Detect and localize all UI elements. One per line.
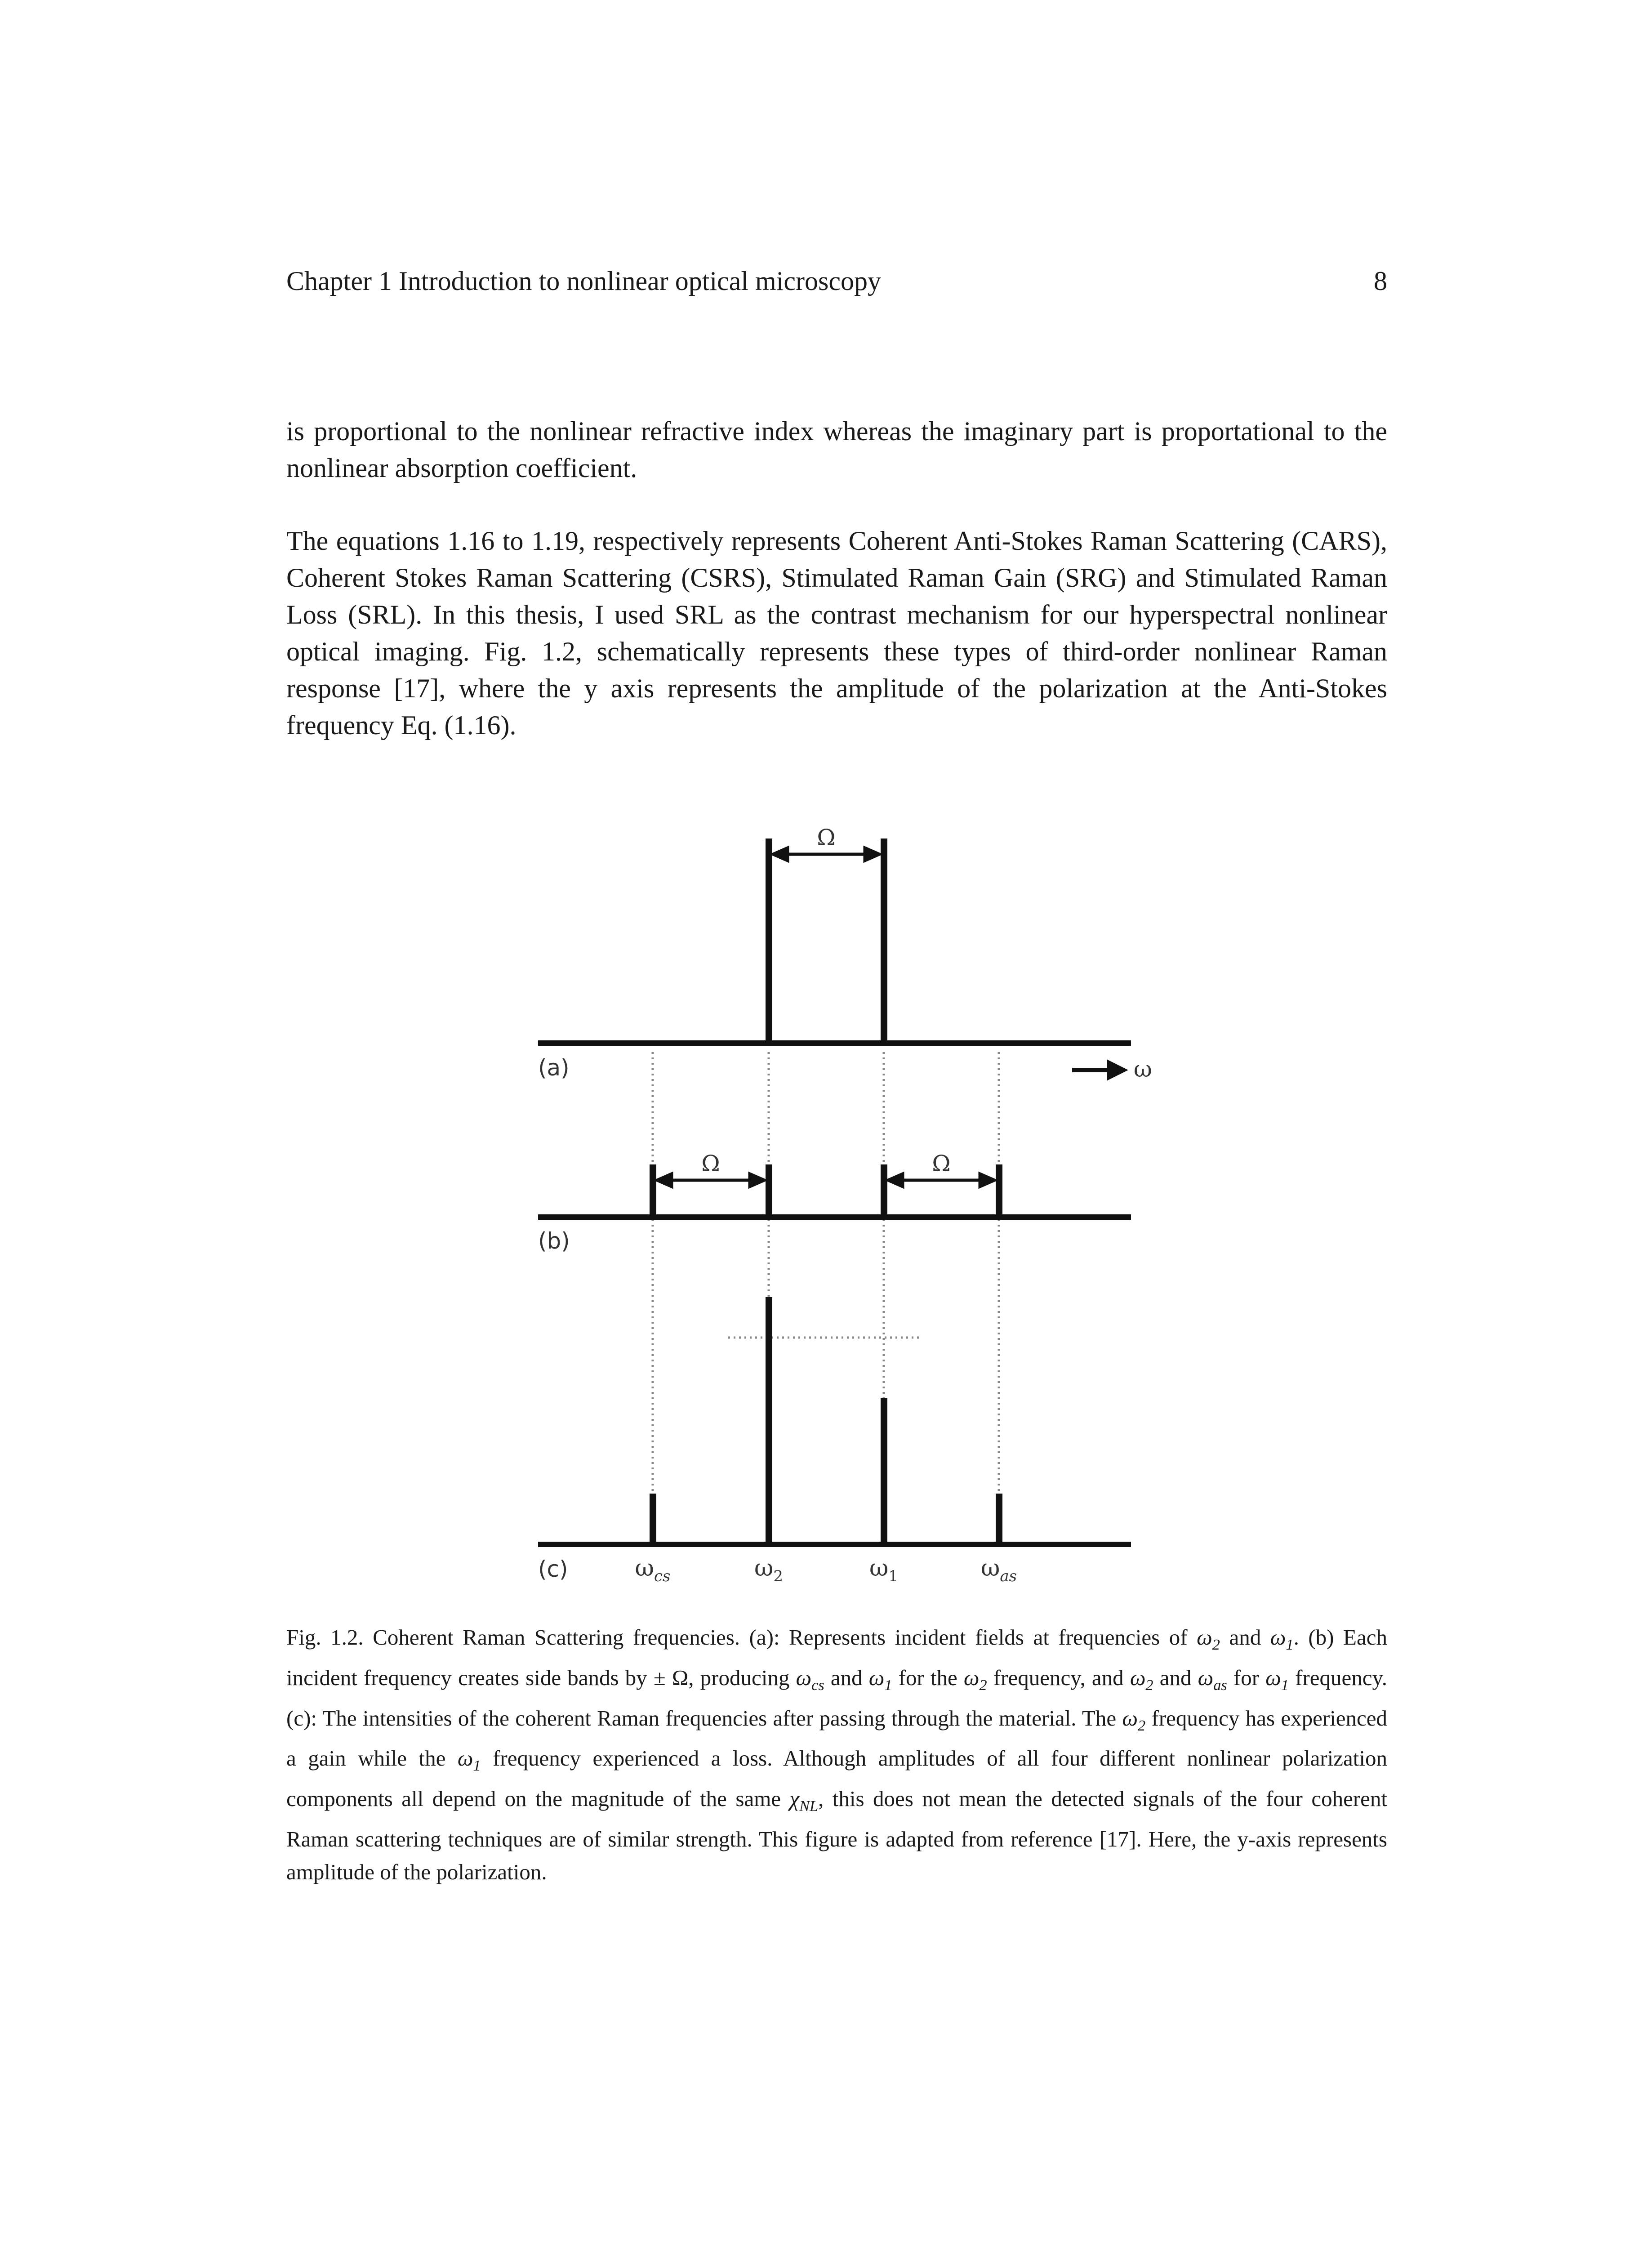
running-header: Chapter 1 Introduction to nonlinear optical microscopy [286,266,881,296]
omega-1-symbol: $\omega_1$ [868,1665,892,1694]
peak-b-as [996,1164,1002,1217]
freq-label-w1: $\omega_1$ [869,1555,899,1585]
panel-label-a: (a) [538,1055,570,1081]
peak-c-as [996,1494,1002,1544]
omega-as-symbol: $\omega_{as}$ [1198,1665,1227,1694]
peak-a-w2 [766,839,772,1043]
omega-cs-symbol: $\omega_{cs}$ [796,1665,824,1694]
omega-label-b-left: Ω [701,1151,720,1177]
omega-2-symbol: $\omega_2$ [963,1665,987,1694]
omega-2-symbol: $\omega_2$ [1197,1625,1220,1653]
omega-1-symbol: $\omega_1$ [1270,1625,1294,1653]
freq-label-as: $\omega_{as}$ [980,1555,1017,1585]
peak-c-w1 [881,1398,887,1544]
chi-nl-symbol: $\chi_{NL}$ [789,1786,819,1815]
peak-b-w1 [881,1164,887,1217]
omega-1-symbol: $\omega_1$ [1265,1665,1289,1694]
paragraph-1: is proportional to the nonlinear refractive index whereas the imaginary part is proportational to the nonlinear absorption coefficient. [286,416,1387,483]
peak-b-w2 [766,1164,772,1217]
peak-a-w1 [881,839,887,1043]
omega-2-symbol: $\omega_2$ [1122,1705,1146,1734]
figure-caption: Fig. 1.2. Coherent Raman Scattering frequencies. (a): Represents incident fields at frequencies of $\omega_2$ and $\omega_1$. (b) Each incident frequency creates side bands by ± Ω, producing $\omega_{cs}$ and $\omega_1$ for the $\omega_2$ frequency, and $\omega_2$ and $\omega_{as}$ for $\omega_1$ frequency. (c): The intensities of the coherent Raman frequencies after passing through the material. The $\omega_2$ frequency has experienced a gain while the $\omega_1$ frequency experienced a loss. Although amplitudes of all four different nonlinear polarization components all depend on the magnitude of the same $\chi_{NL}$, this does not mean the detected signals of the four coherent Raman scattering techniques are of similar strength. This figure is adapted from reference [17]. Here, the y-axis represents amplitude of the polarization. [286,1625,1388,1884]
peak-c-cs [650,1494,656,1544]
freq-label-cs: $\omega_{cs}$ [635,1555,671,1585]
omega-axis-label: ω [1134,1056,1152,1082]
panel-label-c: (c) [538,1556,568,1582]
peak-c-w2 [766,1297,772,1544]
panel-label-b: (b) [538,1228,570,1254]
freq-label-w2: $\omega_2$ [754,1555,784,1585]
omega-2-symbol: $\omega_2$ [1130,1665,1153,1694]
page-number: 8 [1374,266,1387,296]
omega-label-a: Ω [817,825,836,851]
omega-label-b-right: Ω [932,1151,951,1177]
raman-frequency-diagram [512,814,1187,1605]
peak-b-cs [650,1164,656,1217]
omega-1-symbol: $\omega_1$ [457,1746,481,1775]
paragraph-2: The equations 1.16 to 1.19, respectively represents Coherent Anti-Stokes Raman Scattering (CARS), Coherent Stokes Raman Scattering (CSRS), Stimulated Raman Gain (SRG) and Stimulated Raman Loss (SRL). In this thesis, I used SRL as the contrast mechanism for our hyperspectral nonlinear optical imaging. Fig. 1.2, schematically represents these types of third-order nonlinear Raman response [17], where the y axis represents the amplitude of the polarization at the Anti-Stokes frequency Eq. (1.16). [286,526,1387,740]
